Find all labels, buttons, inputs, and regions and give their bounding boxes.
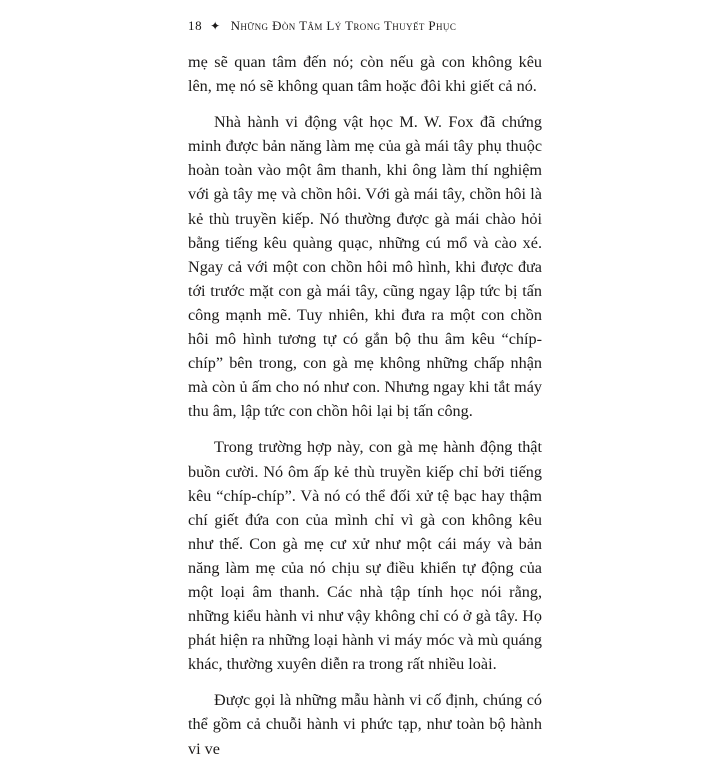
paragraph: Được gọi là những mẫu hành vi cố định, chúng có thể gồm cả chuỗi hành vi phức tạp, như toàn bộ hành vi ve xyxy=(188,691,542,758)
ornament-icon: ✦ xyxy=(210,19,221,33)
paragraph: Trong trường hợp này, con gà mẹ hành động thật buồn cười. Nó ôm ấp kẻ thù truyền kiếp chỉ bởi tiếng kêu “chíp-chíp”. Và nó có thể đối xử tệ bạc hay thậm chí giết đứa con của mình chỉ vì gà con không kêu như thế. Con gà mẹ cư xử như một cái máy và bản năng làm mẹ của nó chịu sự điều khiển tự động của một loại âm thanh. Các nhà tập tính học nói rằng, những kiểu hành vi như vậy không chỉ có ở gà tây. Họ phát hiện ra những loại hành vi máy móc và mù quáng khác, thường xuyên diễn ra trong rất nhiều loài. xyxy=(188,438,542,674)
paragraph: Nhà hành vi động vật học M. W. Fox đã chứng minh được bản năng làm mẹ của gà mái tây phụ thuộc hoàn toàn vào một âm thanh, khi ông làm thí nghiệm với gà tây mẹ và chồn hôi. Với gà mái tây, chồn hôi là kẻ thù truyền kiếp. Nó thường được gà mái chào hỏi bằng tiếng kêu quàng quạc, những cú mổ và cào xé. Ngay cả với một con chồn hôi mô hình, khi được đưa tới trước mặt con gà mái tây, cũng ngay lập tức bị tấn công mạnh mẽ. Tuy nhiên, khi đưa ra một con chồn hôi mô hình tương tự có gắn bộ thu âm kêu “chíp-chíp” bên trong, con gà mẹ không những chấp nhận mà còn ủ ấm cho nó như con. Nhưng ngay khi tắt máy thu âm, lập tức con chồn hôi lại bị tấn công. xyxy=(188,113,542,421)
paragraph-continued: mẹ sẽ quan tâm đến nó; còn nếu gà con không kêu lên, mẹ nó sẽ không quan tâm hoặc đôi khi giết cả nó. xyxy=(188,53,542,96)
page-number: 18 xyxy=(188,18,203,33)
book-title: Những Đòn Tâm Lý Trong Thuyết Phục xyxy=(230,18,457,33)
running-header xyxy=(188,18,456,34)
body-text xyxy=(188,50,542,761)
